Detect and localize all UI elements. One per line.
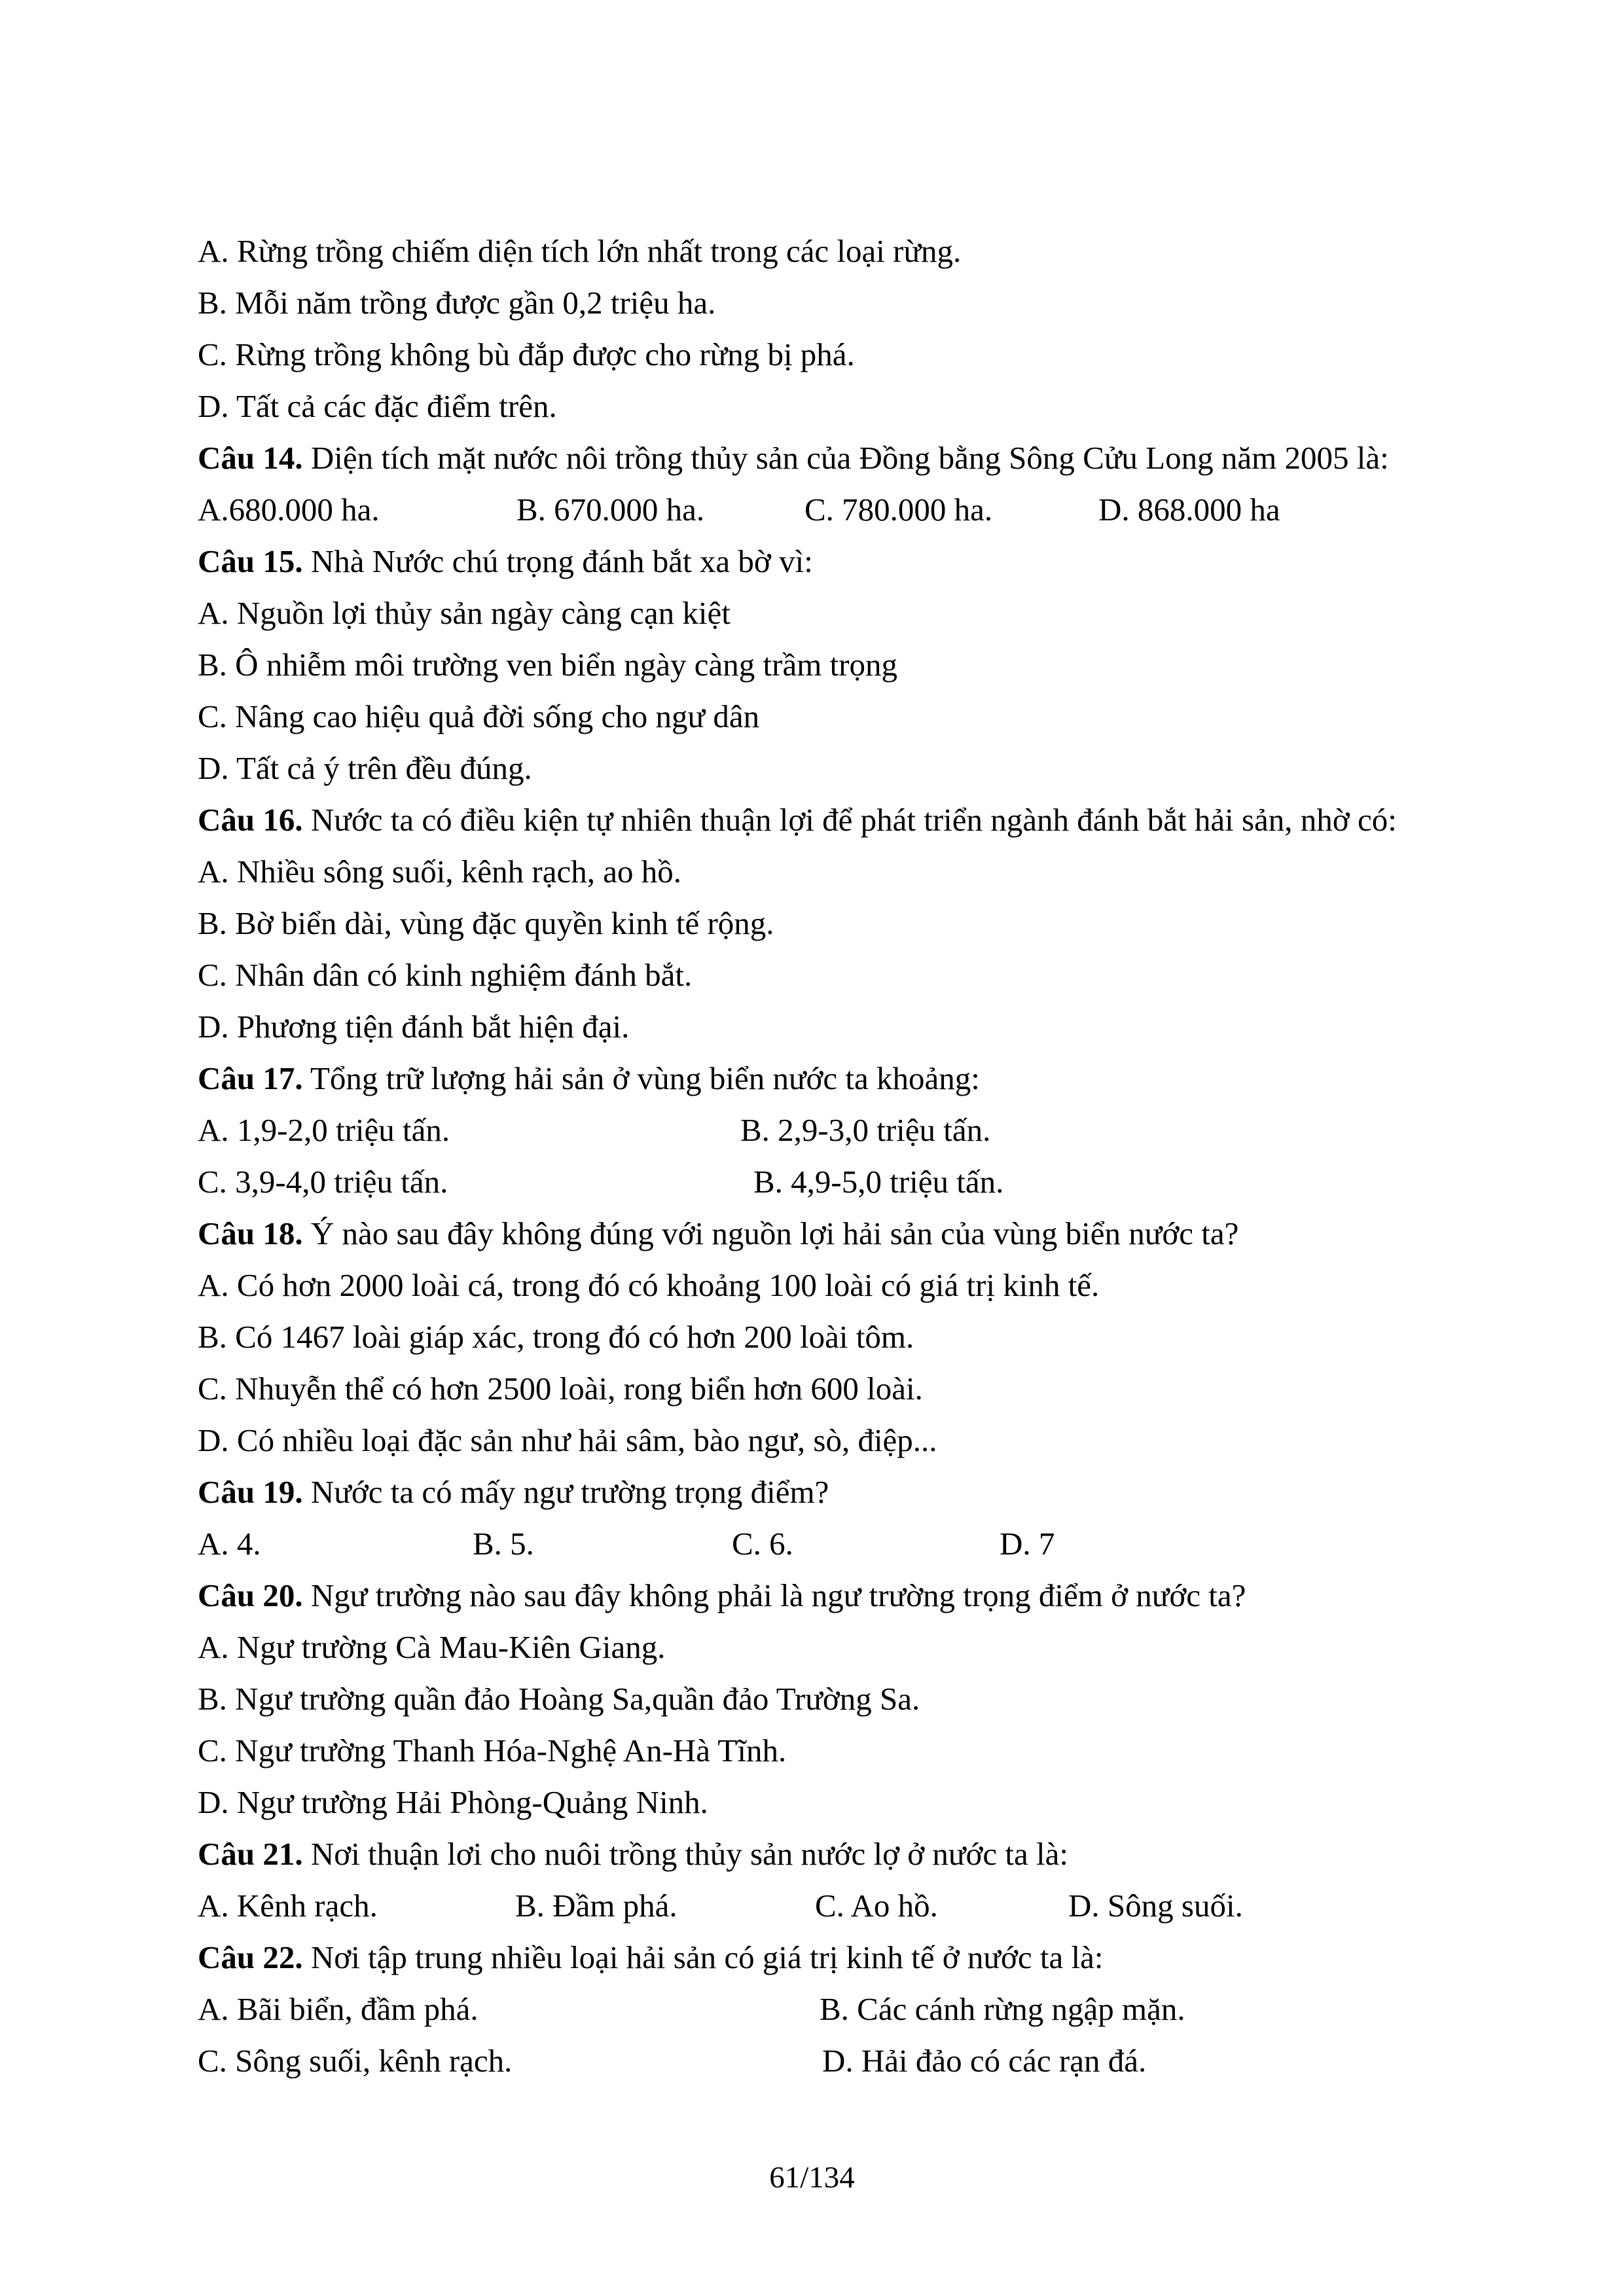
answer-option: C. 6. — [732, 1526, 793, 1562]
answer-row — [0, 1363, 1624, 1414]
answer-option: A. Bãi biển, đầm phá. — [198, 1991, 478, 2027]
question-text — [198, 794, 1397, 846]
answer-row — [0, 225, 1624, 277]
answer-option: B. Ô nhiễm môi trường ven biển ngày càng trầm trọng — [198, 647, 898, 683]
question-label: Câu 20. — [198, 1577, 303, 1613]
answer-row — [0, 1725, 1624, 1776]
question-label: Câu 16. — [198, 802, 303, 838]
answer-row — [0, 1518, 1624, 1570]
question-text — [198, 1052, 980, 1104]
question-text — [198, 432, 1389, 484]
answer-row — [0, 1259, 1624, 1311]
question-text — [198, 1828, 1068, 1880]
question-text — [198, 1931, 1103, 1983]
question-q14 — [0, 432, 1624, 484]
answer-option: C. Sông suối, kênh rạch. — [198, 2043, 513, 2079]
question-q20 — [0, 1570, 1624, 1621]
question-q21 — [0, 1828, 1624, 1880]
answer-option: B. Có 1467 loài giáp xác, trong đó có hơn 200 loài tôm. — [198, 1319, 914, 1355]
answer-row — [0, 1673, 1624, 1725]
answer-option: A. Kênh rạch. — [198, 1888, 378, 1924]
answer-option: B. Các cánh rừng ngập mặn. — [820, 1991, 1185, 2027]
question-text — [198, 1466, 829, 1518]
answer-option: A. Ngư trường Cà Mau-Kiên Giang. — [198, 1629, 666, 1665]
answer-option: B. 670.000 ha. — [516, 492, 705, 528]
answer-row — [0, 277, 1624, 329]
answer-option: C. Ngư trường Thanh Hóa-Nghệ An-Hà Tĩnh. — [198, 1732, 787, 1768]
question-label: Câu 22. — [198, 1939, 303, 1975]
answer-row — [0, 742, 1624, 794]
answer-row — [0, 1311, 1624, 1363]
answer-option: B. 2,9-3,0 triệu tấn. — [740, 1112, 991, 1148]
answer-row — [0, 587, 1624, 639]
answer-row — [0, 1414, 1624, 1466]
answer-option: D. Ngư trường Hải Phòng-Quảng Ninh. — [198, 1784, 708, 1820]
answer-option: A. 4. — [198, 1526, 261, 1562]
question-q19 — [0, 1466, 1624, 1518]
answer-option: B. Bờ biển dài, vùng đặc quyền kinh tế rộng. — [198, 905, 774, 941]
answer-option: B. 5. — [473, 1526, 534, 1562]
answer-row — [0, 949, 1624, 1001]
page-number: 61/134 — [769, 2161, 855, 2195]
question-text — [198, 1570, 1246, 1621]
question-label: Câu 14. — [198, 440, 303, 476]
answer-row — [0, 1621, 1624, 1673]
answer-row — [0, 1104, 1624, 1156]
question-label: Câu 19. — [198, 1474, 303, 1510]
question-label: Câu 18. — [198, 1215, 303, 1251]
question-stem: Ngư trường nào sau đây không phải là ngư trường trọng điểm ở nước ta? — [302, 1577, 1246, 1613]
answer-option: D. Sông suối. — [1068, 1888, 1243, 1924]
answer-option: A.680.000 ha. — [198, 492, 380, 528]
answer-row — [0, 1983, 1624, 2035]
answer-option: C. 3,9-4,0 triệu tấn. — [198, 1164, 448, 1200]
question-stem: Tổng trữ lượng hải sản ở vùng biển nước ta khoảng: — [302, 1060, 980, 1096]
answer-row — [0, 484, 1624, 535]
question-text — [198, 535, 813, 587]
answer-option: C. Nhuyễn thể có hơn 2500 loài, rong biển hơn 600 loài. — [198, 1371, 923, 1407]
answer-option: B. Mỗi năm trồng được gần 0,2 triệu ha. — [198, 285, 716, 321]
answer-row — [0, 846, 1624, 897]
answer-option: B. 4,9-5,0 triệu tấn. — [753, 1164, 1004, 1200]
answer-option: D. Hải đảo có các rạn đá. — [822, 2043, 1147, 2079]
answer-row — [0, 380, 1624, 432]
question-q22 — [0, 1931, 1624, 1983]
question-q16 — [0, 794, 1624, 846]
question-q15 — [0, 535, 1624, 587]
answer-row — [0, 691, 1624, 742]
answer-option: A. Nhiều sông suối, kênh rạch, ao hồ. — [198, 853, 681, 889]
question-label: Câu 15. — [198, 543, 303, 579]
answer-option: C. 780.000 ha. — [804, 492, 993, 528]
answer-option: C. Nâng cao hiệu quả đời sống cho ngư dân — [198, 698, 760, 734]
answer-option: D. Có nhiều loại đặc sản như hải sâm, bào ngư, sò, điệp... — [198, 1422, 937, 1458]
question-text — [198, 1208, 1238, 1259]
answer-row — [0, 897, 1624, 949]
answer-row — [0, 329, 1624, 380]
question-stem: Ý nào sau đây không đúng với nguồn lợi hải sản của vùng biển nước ta? — [302, 1215, 1239, 1251]
answer-option: D. 7 — [1000, 1526, 1055, 1562]
question-q17 — [0, 1052, 1624, 1104]
answer-option: D. 868.000 ha — [1098, 492, 1280, 528]
answer-option: D. Tất cả các đặc điểm trên. — [198, 388, 557, 424]
question-label: Câu 21. — [198, 1836, 303, 1872]
question-label: Câu 17. — [198, 1060, 303, 1096]
answer-row — [0, 2035, 1624, 2087]
answer-row — [0, 1001, 1624, 1052]
answer-option: B. Ngư trường quần đảo Hoàng Sa,quần đảo Trường Sa. — [198, 1681, 920, 1717]
question-stem: Nhà Nước chú trọng đánh bắt xa bờ vì: — [302, 543, 813, 579]
question-q18 — [0, 1208, 1624, 1259]
question-stem: Diện tích mặt nước nôi trồng thủy sản của Đồng bằng Sông Cửu Long năm 2005 là: — [302, 440, 1389, 476]
answer-option: C. Nhân dân có kinh nghiệm đánh bắt. — [198, 957, 693, 993]
answer-row — [0, 1880, 1624, 1931]
question-stem: Nước ta có mấy ngư trường trọng điểm? — [302, 1474, 829, 1510]
answer-option: C. Rừng trồng không bù đắp được cho rừng bị phá. — [198, 336, 855, 372]
answer-option: D. Tất cả ý trên đều đúng. — [198, 750, 532, 786]
answer-option: C. Ao hồ. — [815, 1888, 938, 1924]
answer-row — [0, 639, 1624, 691]
answer-option: D. Phương tiện đánh bắt hiện đại. — [198, 1009, 630, 1045]
answer-option: A. Rừng trồng chiếm diện tích lớn nhất trong các loại rừng. — [198, 233, 962, 269]
question-stem: Nơi thuận lơi cho nuôi trồng thủy sản nước lợ ở nước ta là: — [302, 1836, 1068, 1872]
question-stem: Nơi tập trung nhiều loại hải sản có giá trị kinh tế ở nước ta là: — [302, 1939, 1104, 1975]
question-stem: Nước ta có điều kiện tự nhiên thuận lợi để phát triển ngành đánh bắt hải sản, nhờ có: — [302, 802, 1397, 838]
answer-row — [0, 1156, 1624, 1208]
answer-option: A. Nguồn lợi thủy sản ngày càng cạn kiệt — [198, 595, 731, 631]
answer-option: A. Có hơn 2000 loài cá, trong đó có khoảng 100 loài có giá trị kinh tế. — [198, 1267, 1100, 1303]
answer-option: A. 1,9-2,0 triệu tấn. — [198, 1112, 450, 1148]
answer-option: B. Đầm phá. — [515, 1888, 677, 1924]
answer-row — [0, 1776, 1624, 1828]
